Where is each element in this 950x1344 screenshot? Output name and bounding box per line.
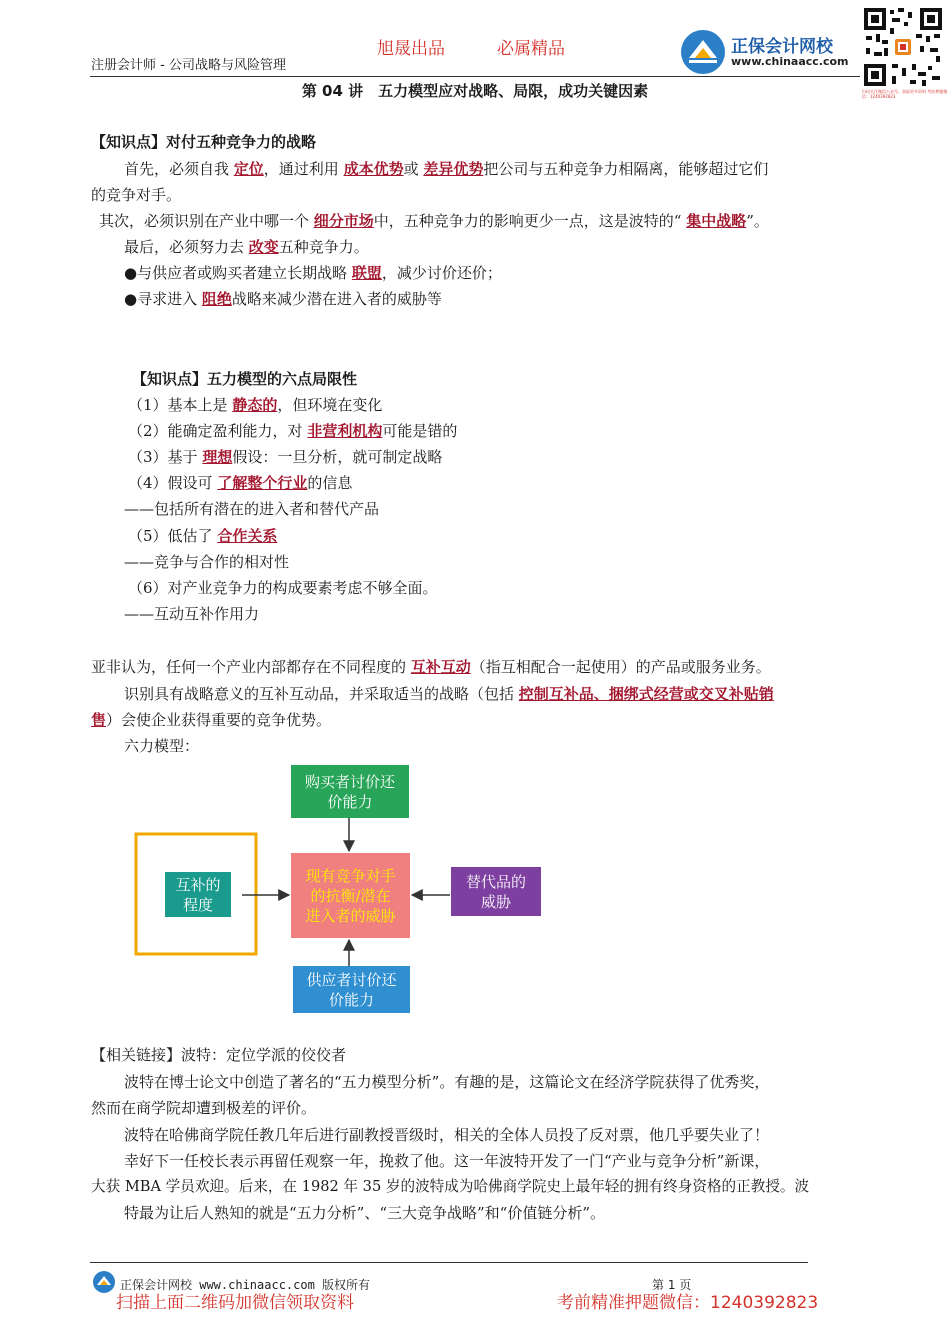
keyword: 售 — [91, 711, 107, 729]
limitation-4: （4）假设可 了解整个行业的信息 — [128, 474, 353, 492]
header-divider — [90, 76, 860, 77]
related-para-3: 幸好下一任校长表示再留任观察一年，挽救了他。这一年波特开发了一门“产业与竞争分析”新课， — [124, 1152, 770, 1170]
promo-right: 考前精准押题微信：1240392823 — [557, 1293, 819, 1313]
para-strategy-cont: 售）会使企业获得重要的竞争优势。 — [91, 711, 332, 729]
keyword: 静态的 — [232, 396, 278, 414]
keyword: 成本优势 — [343, 160, 404, 178]
keyword: 合作关系 — [217, 527, 278, 545]
supplier-power-box: 供应者讨价还 价能力 — [293, 966, 410, 1013]
limitation-3: （3）基于 理想假设：一旦分析，就可制定战略 — [128, 448, 443, 466]
rivalry-box: 现有竞争对手 的抗衡/潜在 进入者的威胁 — [291, 853, 410, 938]
header-slogan-2: 必属精品 — [497, 39, 565, 59]
buyer-power-box: 购买者讨价还 价能力 — [291, 765, 409, 818]
header-slogan-1: 旭晟出品 — [377, 39, 445, 59]
brand-name: 正保会计网校 — [731, 37, 833, 57]
complement-box: 互补的 程度 — [165, 872, 231, 917]
page-number: 第 1 页 — [652, 1278, 692, 1292]
qr-caption: 扫码关注微信公众号，获取更多资料 考前押题微信：1240392823 — [862, 89, 948, 99]
keyword: 了解整个行业 — [217, 474, 308, 492]
keyword: 定位 — [233, 160, 264, 178]
limitation-4-note: ——包括所有潜在的进入者和替代产品 — [124, 500, 380, 518]
keyword: 细分市场 — [313, 212, 374, 230]
kp1-para-2: 其次，必须识别在产业中哪一个 细分市场中，五种竞争力的影响更少一点，这是波特的“ 集中战略”。 — [99, 212, 769, 230]
keyword: 改变 — [248, 238, 279, 256]
brand-url: www.chinaacc.com — [731, 55, 849, 68]
kp2-heading: 【知识点】五力模型的六点局限性 — [132, 370, 358, 388]
kp1-bullet-2: ●寻求进入 阻绝战略来减少潜在进入者的威胁等 — [124, 290, 442, 308]
six-force-label: 六力模型： — [124, 737, 200, 755]
kp1-heading: 【知识点】对付五种竞争力的战略 — [91, 133, 317, 151]
related-para-3-cont: 大获 MBA 学员欢迎。后来，在 1982 年 35 岁的波特成为哈佛商学院史上最年轻的拥有终身资格的正教授。波 — [91, 1178, 810, 1195]
keyword: 控制互补品、捆绑式经营或交叉补贴销 — [518, 685, 774, 703]
keyword: 阻绝 — [201, 290, 232, 308]
footer-divider — [90, 1262, 808, 1263]
para-complementary: 亚非认为，任何一个产业内部都存在不同程度的 互补互动（指互相配合一起使用）的产品或服务业务。 — [91, 658, 771, 676]
keyword: 差异优势 — [423, 160, 484, 178]
related-heading: 【相关链接】波特：定位学派的佼佼者 — [91, 1046, 347, 1064]
keyword: 非营利机构 — [307, 422, 383, 440]
footer-copyright: 正保会计网校 www.chinaacc.com 版权所有 — [120, 1278, 371, 1292]
related-para-1: 波特在博士论文中创造了著名的“五力模型分析”。有趣的是，这篇论文在经济学院获得了优秀奖， — [124, 1073, 770, 1091]
limitation-6-note: ——互动互补作用力 — [124, 605, 260, 623]
kp1-para-1-cont: 的竞争对手。 — [91, 186, 182, 204]
related-para-2: 波特在哈佛商学院任教几年后进行副教授晋级时，相关的全体人员投了反对票，他几乎要失业了！ — [124, 1126, 770, 1144]
kp1-para-1: 首先，必须自我 定位，通过利用 成本优势或 差异优势把公司与五种竞争力相隔离，能够超过它们 — [124, 160, 769, 178]
limitation-5: （5）低估了 合作关系 — [128, 527, 278, 545]
limitation-2: （2）能确定盈利能力，对 非营利机构可能是错的 — [128, 422, 458, 440]
lecture-title: 第 04 讲 五力模型应对战略、局限，成功关键因素 — [301, 82, 649, 100]
keyword: 理想 — [202, 448, 233, 466]
promo-left: 扫描上面二维码加微信领取资料 — [116, 1293, 354, 1313]
keyword: 互补互动 — [410, 658, 471, 676]
wechat-qr-code — [862, 6, 944, 88]
course-title: 注册会计师 - 公司战略与风险管理 — [91, 58, 286, 73]
limitation-1: （1）基本上是 静态的，但环境在变化 — [128, 396, 383, 414]
limitation-6: （6）对产业竞争力的构成要素考虑不够全面。 — [128, 579, 438, 597]
limitation-5-note: ——竞争与合作的相对性 — [124, 553, 290, 571]
substitute-box: 替代品的 威胁 — [451, 867, 541, 916]
kp1-para-3: 最后，必须努力去 改变五种竞争力。 — [124, 238, 369, 256]
kp1-bullet-1: ●与供应者或购买者建立长期战略 联盟，减少讨价还价； — [124, 264, 502, 282]
qr-code-icon — [862, 6, 944, 88]
logo-emblem-icon — [679, 28, 727, 76]
related-para-4: 特最为让后人熟知的就是“五力分析”、“三大竞争战略”和“价值链分析”。 — [124, 1204, 606, 1222]
para-strategy: 识别具有战略意义的互补互动品，并采取适当的战略（包括 控制互补品、捆绑式经营或交叉补贴销 — [124, 685, 774, 703]
footer-logo-icon — [92, 1270, 116, 1294]
chinaacc-logo — [679, 28, 859, 76]
keyword: 联盟 — [351, 264, 382, 282]
keyword: 集中战略 — [686, 212, 747, 230]
related-para-1-cont: 然而在商学院却遭到极差的评价。 — [91, 1099, 317, 1117]
